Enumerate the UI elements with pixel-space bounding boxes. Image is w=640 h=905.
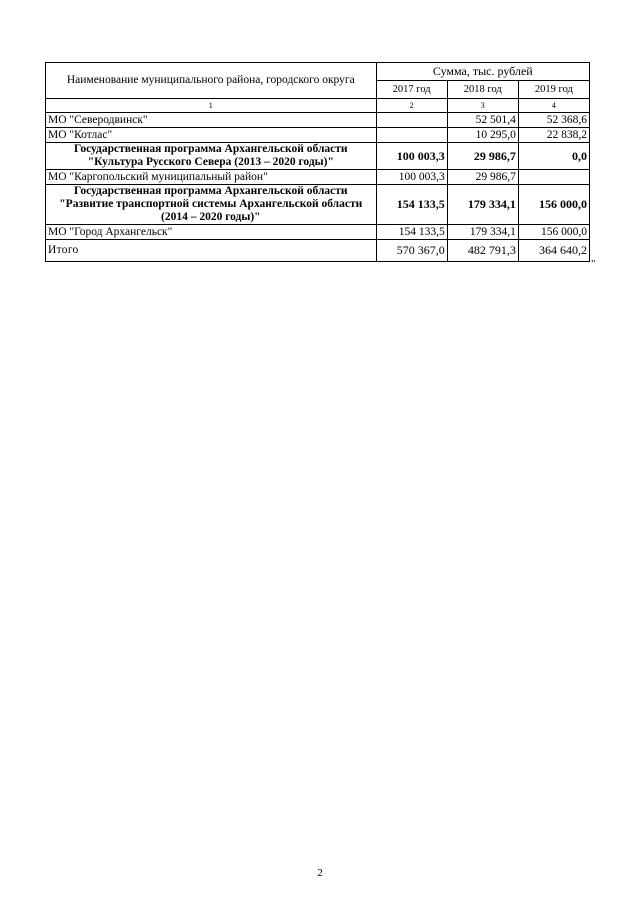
value-2017 xyxy=(376,128,447,143)
page-number: 2 xyxy=(317,867,323,879)
table-row xyxy=(46,128,590,143)
row-name: МО "Котлас" xyxy=(46,128,377,143)
value-2018: 52 501,4 xyxy=(447,113,518,128)
total-2018: 482 791,3 xyxy=(447,240,518,262)
value-2017: 100 003,3 xyxy=(376,170,447,185)
table-row xyxy=(46,113,590,128)
column-number-row xyxy=(46,99,590,113)
table-row xyxy=(46,170,590,185)
value-2018: 179 334,1 xyxy=(447,185,518,225)
value-2018: 10 295,0 xyxy=(447,128,518,143)
header-name-column: Наименование муниципального района, городского округа xyxy=(46,63,377,99)
value-2019: 156 000,0 xyxy=(518,225,589,240)
value-2019: 0,0 xyxy=(518,143,589,170)
column-number: 3 xyxy=(447,99,518,113)
header-year-2019: 2019 год xyxy=(518,81,589,99)
value-2019 xyxy=(518,170,589,185)
value-2018: 179 334,1 xyxy=(447,225,518,240)
closing-quote: " xyxy=(591,258,596,270)
program-name: Государственная программа Архангельской области "Культура Русского Севера (2013 – 2020 годы)" xyxy=(46,143,377,170)
total-label: Итого xyxy=(46,240,377,262)
header-row-1 xyxy=(46,63,590,81)
header-sum-label: Сумма, тыс. рублей xyxy=(376,63,589,81)
header-year-2018: 2018 год xyxy=(447,81,518,99)
value-2017: 154 133,5 xyxy=(376,185,447,225)
value-2019: 52 368,6 xyxy=(518,113,589,128)
budget-table xyxy=(45,62,590,262)
table-row xyxy=(46,225,590,240)
value-2019: 22 838,2 xyxy=(518,128,589,143)
total-2017: 570 367,0 xyxy=(376,240,447,262)
program-name: Государственная программа Архангельской области "Развитие транспортной системы Архангельской области (2014 – 2020 годы)" xyxy=(46,185,377,225)
header-year-2017: 2017 год xyxy=(376,81,447,99)
column-number: 4 xyxy=(518,99,589,113)
total-2019: 364 640,2 xyxy=(518,240,589,262)
row-name: МО "Каргопольский муниципальный район" xyxy=(46,170,377,185)
program-row xyxy=(46,143,590,170)
column-number: 2 xyxy=(376,99,447,113)
row-name: МО "Северодвинск" xyxy=(46,113,377,128)
value-2017: 100 003,3 xyxy=(376,143,447,170)
value-2019: 156 000,0 xyxy=(518,185,589,225)
column-number: 1 xyxy=(46,99,377,113)
value-2018: 29 986,7 xyxy=(447,170,518,185)
total-row xyxy=(46,240,590,262)
program-row xyxy=(46,185,590,225)
row-name: МО "Город Архангельск" xyxy=(46,225,377,240)
value-2017 xyxy=(376,113,447,128)
value-2018: 29 986,7 xyxy=(447,143,518,170)
value-2017: 154 133,5 xyxy=(376,225,447,240)
